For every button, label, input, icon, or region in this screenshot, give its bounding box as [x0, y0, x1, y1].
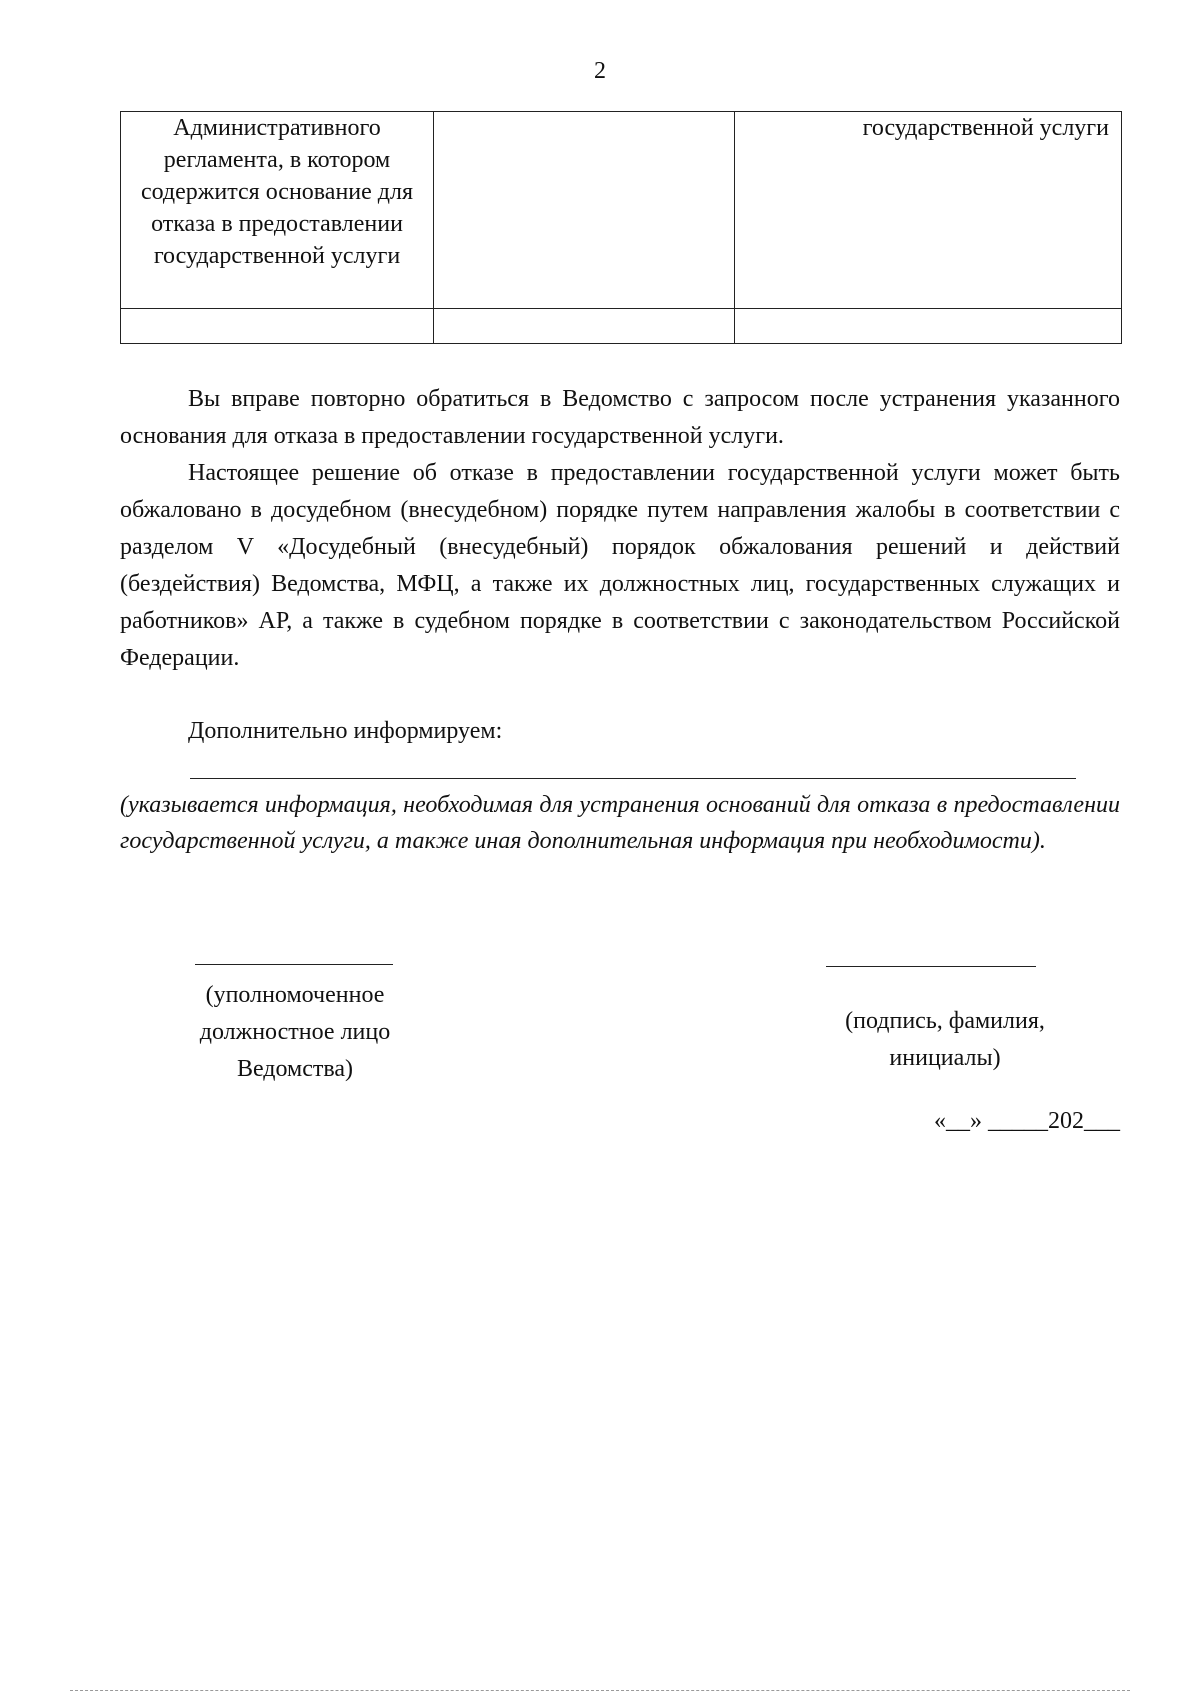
date-field: «__» _____202___ — [934, 1108, 1120, 1134]
paragraph-reapply: Вы вправе повторно обратиться в Ведомство с запросом после устранения указанного основания для отказа в предоставлении государственной услуги. — [120, 386, 1120, 449]
page-number: 2 — [594, 58, 606, 84]
paragraph-additional-info-heading: Дополнительно информируем: — [188, 718, 503, 744]
scan-edge-marks — [70, 1690, 1130, 1691]
official-caption-line: (уполномоченное — [205, 982, 385, 1008]
table-row — [121, 309, 1122, 344]
table-cell-explanation: государственной услуги — [735, 112, 1122, 309]
table-cell-empty — [434, 112, 735, 309]
table-cell-empty — [121, 309, 434, 344]
official-caption-line: должностное лицо — [199, 1019, 391, 1045]
table-cell-regulation-point: Административного регламента, в котором содержится основание для отказа в предоставлении государственной услуги — [121, 112, 434, 309]
official-fill-line — [195, 964, 393, 965]
signature-fill-line — [826, 966, 1036, 967]
official-caption — [150, 977, 440, 1088]
table-cell-empty — [735, 309, 1122, 344]
signature-caption-line: инициалы) — [889, 1045, 1001, 1071]
table-cell-empty — [434, 309, 735, 344]
additional-info-fill-line — [190, 778, 1076, 779]
signature-caption-line: (подпись, фамилия, — [845, 1008, 1045, 1034]
refusal-reasons-table — [120, 111, 1122, 344]
official-caption-line: Ведомства) — [236, 1056, 354, 1082]
paragraph-appeal: Настоящее решение об отказе в предоставлении государственной услуги может быть обжаловано в досудебном (внесудебном) порядке путем направления жалобы в соответствии с разделом V «Досудебный (внесудебный) порядок обжалования решений и действий (бездействия) Ведомства, МФЦ, а также их должностных лиц, государственных служащих и работников» АР, а также в судебном порядке в соответствии с законодательством Российской Федерации. — [120, 460, 1120, 671]
table-row — [121, 112, 1122, 309]
paragraph-additional-info-hint: (указывается информация, необходимая для устранения оснований для отказа в предоставлении государственной услуги, а также иная дополнительная информация при необходимости). — [120, 792, 1120, 854]
signature-caption — [805, 1003, 1085, 1077]
